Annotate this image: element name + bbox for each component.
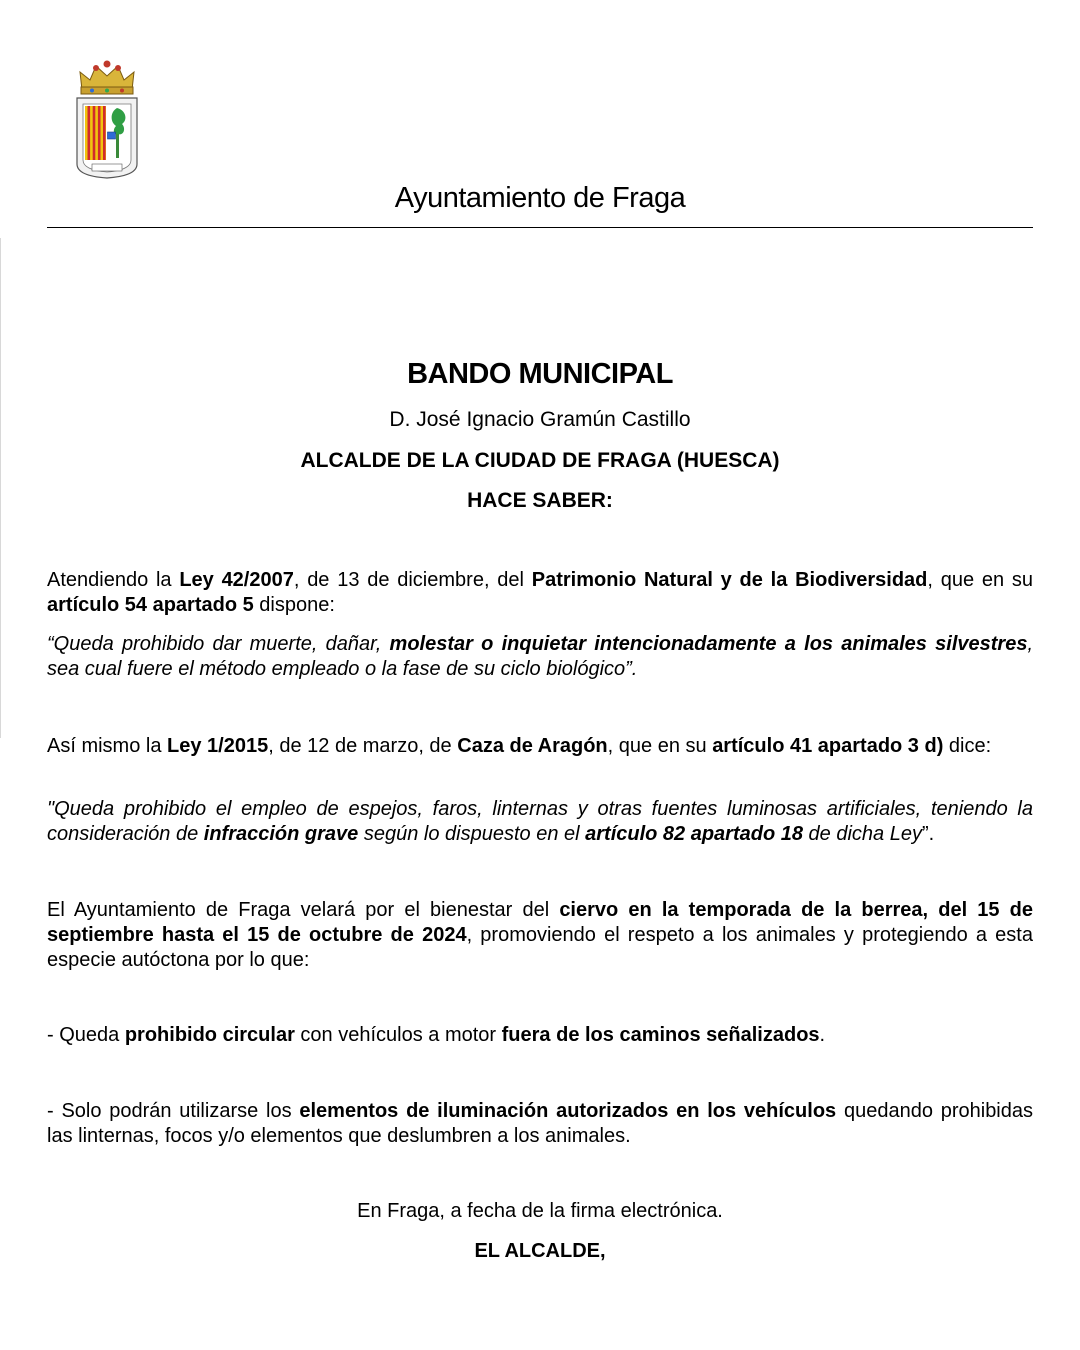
text-span: , de 12 de marzo, de xyxy=(268,735,458,757)
law-name: Caza de Aragón xyxy=(457,735,608,757)
text-span: dispone: xyxy=(253,594,335,616)
article-reference: artículo 82 apartado 18 xyxy=(585,823,803,845)
announcement-heading: HACE SABER: xyxy=(467,489,613,512)
header-divider xyxy=(47,227,1033,228)
text-span: - Solo podrán utilizarse los xyxy=(47,1100,300,1122)
measure-item-lighting xyxy=(47,1099,1033,1149)
text-span: quedando prohibidas las linternas, focos y/o elementos que deslumbren a los animales. xyxy=(47,1100,1034,1147)
text-span: con vehículos a motor xyxy=(294,1024,502,1046)
text-span: "Queda prohibido el empleo de espejos, faros, linternas y otras fuentes luminosas artificiales, teniendo la consideración de xyxy=(47,798,1033,845)
article-reference: artículo 41 apartado 3 d) xyxy=(712,735,944,757)
measure-emphasis: prohibido circular xyxy=(124,1024,295,1046)
document-title: BANDO MUNICIPAL xyxy=(407,358,673,390)
text-span: , que en su xyxy=(607,735,713,757)
text-span: de dicha Ley xyxy=(803,823,922,845)
text-span: dice: xyxy=(943,735,992,757)
quote-emphasis: infracción grave xyxy=(203,823,359,845)
quote-article-54 xyxy=(47,632,1033,682)
page-edge-line xyxy=(0,238,1,738)
text-span: Así mismo la xyxy=(47,735,168,757)
text-span: , de 13 de diciembre, del xyxy=(293,569,532,591)
text-span: Atendiendo la xyxy=(47,569,180,591)
signature-line: EL ALCALDE, xyxy=(474,1240,606,1262)
text-span: El Ayuntamiento de Fraga velará por el bienestar del xyxy=(47,899,560,921)
text-span: , que en su xyxy=(927,569,1033,591)
law-name: Patrimonio Natural y de la Biodiversidad xyxy=(531,569,928,591)
law-reference: Ley 42/2007 xyxy=(179,569,294,591)
fraga-coat-of-arms-icon xyxy=(74,60,140,180)
text-span: - Queda xyxy=(47,1024,125,1046)
law-reference: Ley 1/2015 xyxy=(167,735,269,757)
text-span: ”. xyxy=(921,823,935,845)
paragraph-berrea xyxy=(47,898,1033,973)
mayor-name: D. José Ignacio Gramún Castillo xyxy=(389,408,691,431)
text-span: , promoviendo el respeto a los animales y protegiendo a esta especie autóctona por lo que: xyxy=(47,924,1033,971)
closing-place-date: En Fraga, a fecha de la firma electrónica. xyxy=(357,1200,723,1222)
text-span: . xyxy=(819,1024,826,1046)
text-span: , sea cual fuere el método empleado o la fase de su ciclo biológico”. xyxy=(47,633,1033,680)
measure-item-circulation xyxy=(47,1023,1033,1048)
season-dates: ciervo en la temporada de la berrea, del 15 de septiembre hasta el 15 de octubre de 2024 xyxy=(47,899,1033,946)
measure-emphasis: fuera de los caminos señalizados xyxy=(501,1024,820,1046)
paragraph-ley-1-2015 xyxy=(47,734,1033,759)
mayor-title: ALCALDE DE LA CIUDAD DE FRAGA (HUESCA) xyxy=(300,449,780,472)
paragraph-ley-42-2007 xyxy=(47,568,1033,618)
quote-article-41 xyxy=(47,797,1033,847)
measure-emphasis: elementos de iluminación autorizados en los vehículos xyxy=(299,1100,837,1122)
text-span: “Queda prohibido dar muerte, dañar, xyxy=(47,633,390,655)
article-reference: artículo 54 apartado 5 xyxy=(47,594,254,616)
quote-emphasis: molestar o inquietar intencionadamente a los animales silvestres xyxy=(389,633,1028,655)
text-span: según lo dispuesto en el xyxy=(358,823,586,845)
header-title: Ayuntamiento de Fraga xyxy=(394,182,686,214)
